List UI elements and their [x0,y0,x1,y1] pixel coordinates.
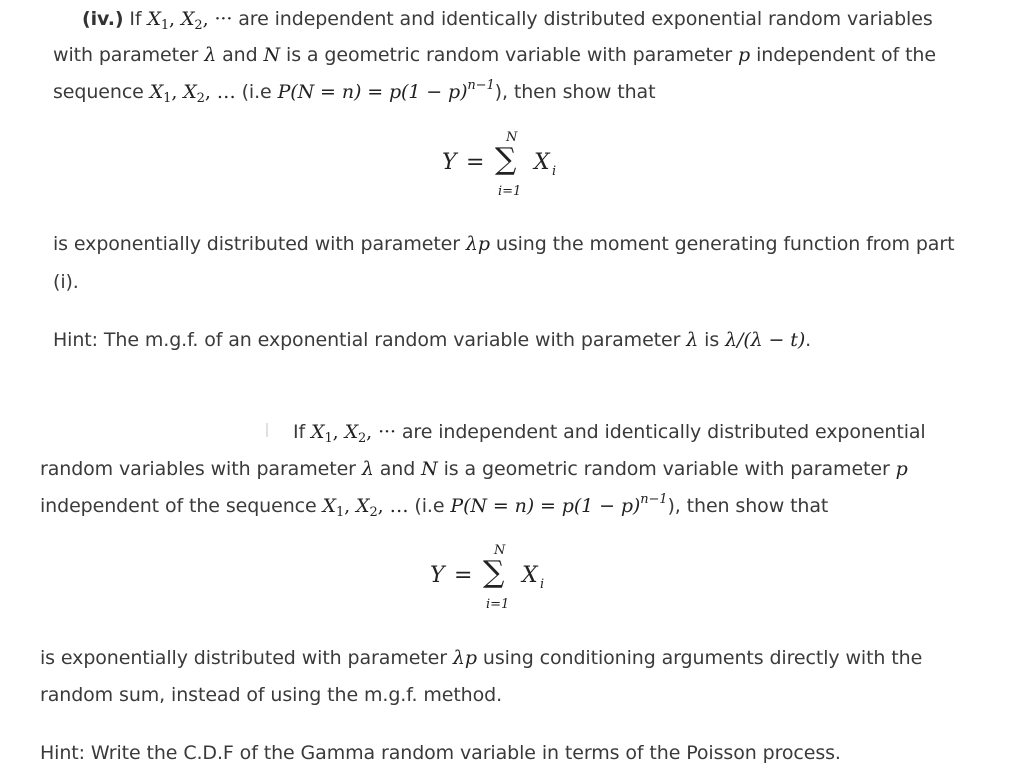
sigma-symbol: ∑ [483,555,505,590]
pmf-formula: P(N = n) = p(1 − p) [450,495,641,517]
b2-line-3: independent of the sequence $X_1$, $X_2$, … (i.e $P(N = n) = p(1 - p)^{n-1}$), then show that [40,492,829,520]
part-label: (iv.) [82,8,124,30]
b2-hint: Hint: Write the C.D.F of the Gamma random variable in terms of the Poisson process. [40,742,841,764]
b2-line-1: If $X_1$, $X_2$, ··· are independent and identically distributed exponential [293,421,926,446]
b1-sum-equation: Y = ∑ N i=1 X i [442,130,557,199]
pmf-formula: P(N = n) = p(1 − p) [277,81,468,103]
b2-line-2: random variables with parameter λ and N is a geometric random variable with parameter p [40,458,908,480]
b1-line-1: (iv.) If $X_1$, $X_2$, ··· are independent and identically distributed exponential random variables [82,8,933,33]
sigma-symbol: ∑ [495,142,517,177]
b1-line-2: with parameter λ and N is a geometric random variable with parameter p independent of the [53,44,936,66]
b1-line-4: is exponentially distributed with parameter λp using the moment generating function from part [53,233,955,255]
b1-hint: Hint: The m.g.f. of an exponential random variable with parameter λ is λ/(λ − t). [53,329,812,351]
b1-line-3: sequence $X_1$, $X_2$, … (i.e $P(N = n) = p(1 - p)^{n-1}$), then show that [53,78,656,106]
caret-mark [266,423,268,437]
b2-line-4: is exponentially distributed with parameter λp using conditioning arguments directly with the [40,647,923,669]
b2-sum-equation: Y = ∑ N i=1 X i [430,543,545,612]
b2-line-5: random sum, instead of using the m.g.f. method. [40,684,503,706]
b1-line-5: (i). [53,271,79,293]
